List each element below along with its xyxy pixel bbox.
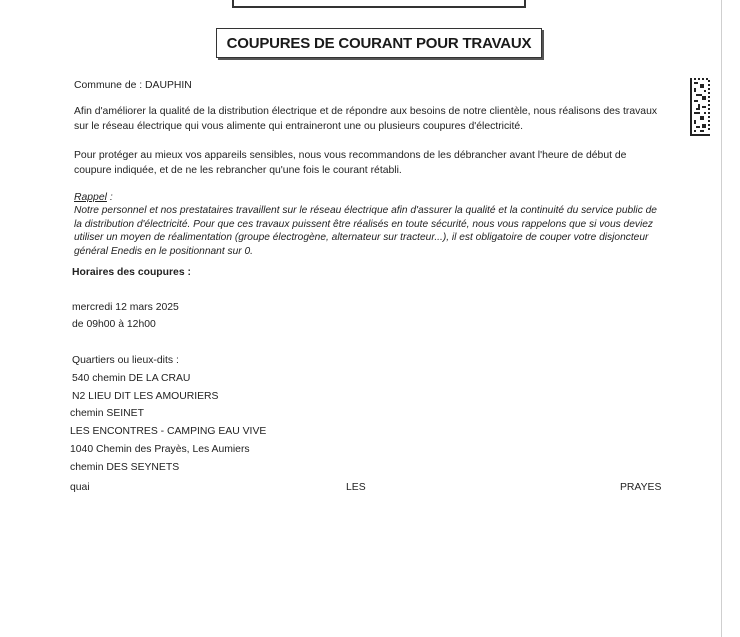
page-edge-line	[721, 0, 722, 637]
schedule-date: mercredi 12 mars 2025	[72, 302, 179, 313]
rappel-text: Notre personnel et nos prestataires travaillent sur le réseau électrique afin d'assurer la qualité et la continuité du service public de la distribution d'électricité. Pour que ces travaux puissent être réalisés en toute sécurité, nous vous rappelons que si vous deviez utiliser un moyen de réalimentation (groupe électrogène, alternateur sur tracteur...), il est obligatoire de couper votre disjoncteur général Enedis en le positionnant sur 0.	[74, 205, 657, 257]
schedule-heading: Horaires des coupures :	[72, 267, 191, 278]
rappel-heading-label: Rappel	[74, 192, 107, 203]
place-item: chemin SEINET	[70, 408, 144, 419]
datamatrix-code-icon	[690, 78, 710, 136]
protect-paragraph: Pour protéger au mieux vos appareils sensibles, nous vous recommandons de les débrancher avant l'heure de début de coupure indiquée, et de ne les rebrancher qu'une fois le courant rétabli.	[74, 150, 627, 176]
place-item: 1040 Chemin des Prayès, Les Aumiers	[70, 444, 250, 455]
rappel-heading	[74, 190, 113, 205]
place-item: chemin DES SEYNETS	[70, 462, 180, 473]
commune-line: Commune de : DAUPHIN	[74, 80, 192, 91]
place-item: N2 LIEU DIT LES AMOURIERS	[72, 391, 219, 402]
place-last-line-part: LES	[346, 482, 366, 493]
rappel-heading-suffix: :	[106, 192, 113, 203]
places-heading: Quartiers ou lieux-dits :	[72, 355, 179, 366]
top-frame-fragment	[232, 0, 526, 8]
place-last-line-part: PRAYES	[620, 482, 662, 493]
notice-title: COUPURES DE COURANT POUR TRAVAUX	[216, 28, 542, 58]
intro-paragraph: Afin d'améliorer la qualité de la distribution électrique et de répondre aux besoins de notre clientèle, nous réalisons des travaux sur le réseau électrique qui vous alimente qui entraineront une ou plusieurs coupures d'électricité.	[74, 106, 658, 132]
place-item: 540 chemin DE LA CRAU	[72, 373, 191, 384]
schedule-time: de 09h00 à 12h00	[72, 319, 156, 330]
place-last-line-part: quai	[70, 482, 90, 493]
place-item: LES ENCONTRES - CAMPING EAU VIVE	[70, 426, 267, 437]
